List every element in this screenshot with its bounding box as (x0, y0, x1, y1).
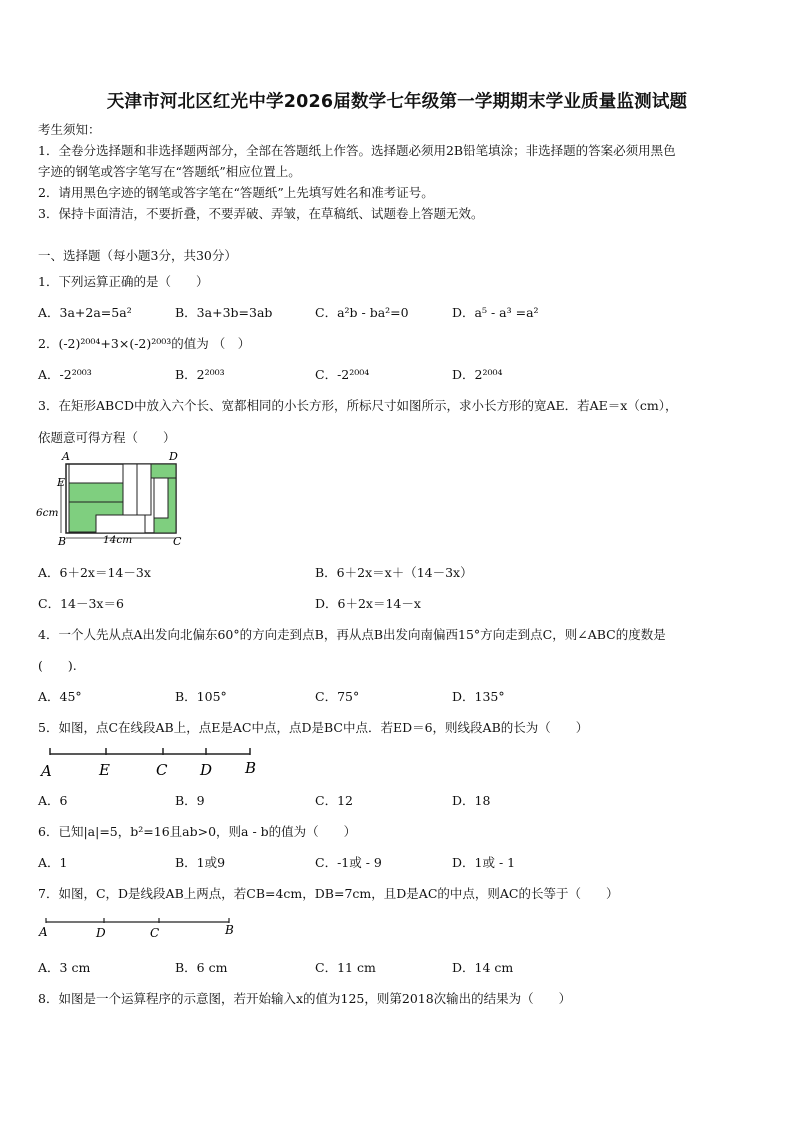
q4-option-d: D．135° (452, 689, 505, 704)
q3-option-c: C．14－3x＝6 (38, 596, 124, 611)
rectangle-figure (36, 448, 186, 548)
q5-option-d: D．18 (452, 793, 491, 808)
notice-item-1: 1．全卷分选择题和非选择题两部分，全部在答题纸上作答。选择题必须用2B铅笔填涂；非选择题的答案必须用黑色 (38, 143, 676, 158)
q7-label-d: D (96, 926, 106, 940)
notice-heading: 考生须知： (38, 122, 101, 137)
q5-label-b: B (245, 759, 257, 777)
q4-option-a: A．45° (38, 689, 82, 704)
question-4-stem: 4．一个人先从点A出发向北偏东60°的方向走到点B，再从点B出发向南偏西15°方向走到点C，则∠ABC的度数是 (38, 627, 666, 642)
question-5-stem: 5．如图，点C在线段AB上，点E是AC中点，点D是BC中点．若ED＝6，则线段AB的长为（ ） (38, 720, 589, 735)
segment-figure-q7 (36, 912, 246, 946)
label-width: 14cm (103, 534, 133, 546)
label-e: E (57, 476, 66, 489)
page-title: 天津市河北区红光中学2026届数学七年级第一学期期末学业质量监测试题 (106, 92, 688, 112)
q5-label-a: A (41, 762, 52, 780)
q3-option-d: D．6＋2x＝14－x (315, 596, 421, 611)
q2-option-b: B．2²⁰⁰³ (175, 367, 225, 382)
question-4-stem-cont: ( ). (38, 658, 77, 673)
q2-option-d: D．2²⁰⁰⁴ (452, 367, 503, 382)
label-d: D (169, 450, 178, 463)
q7-option-a: A．3 cm (38, 960, 91, 975)
q2-option-a: A．-2²⁰⁰³ (38, 367, 92, 382)
q7-option-c: C．11 cm (315, 960, 376, 975)
label-a: A (62, 450, 70, 463)
q2-option-c: C．-2²⁰⁰⁴ (315, 367, 370, 382)
segment-figure-q5 (36, 744, 266, 784)
q7-option-d: D．14 cm (452, 960, 514, 975)
notice-item-1-cont: 字迹的钢笔或答字笔写在“答题纸”相应位置上。 (38, 164, 301, 179)
label-height: 6cm (36, 507, 59, 519)
section-heading: 一、选择题（每小题3分，共30分） (38, 248, 237, 263)
q7-label-c: C (150, 926, 160, 940)
q7-option-b: B．6 cm (175, 960, 228, 975)
label-c: C (173, 535, 182, 548)
q3-option-b: B．6＋2x＝x＋（14－3x） (315, 565, 473, 580)
question-2-stem: 2．(-2)²⁰⁰⁴+3×(-2)²⁰⁰³的值为 （ ） (38, 336, 251, 351)
q1-option-b: B．3a+3b=3ab (175, 305, 273, 320)
q5-label-e: E (99, 761, 110, 779)
q4-option-c: C．75° (315, 689, 360, 704)
q5-label-c: C (156, 761, 168, 779)
q6-option-d: D．1或 - 1 (452, 855, 516, 870)
q5-option-a: A．6 (38, 793, 68, 808)
question-3-stem: 3．在矩形ABCD中放入六个长、宽都相同的小长方形，所标尺寸如图所示，求小长方形的宽AE．若AE＝x（cm）， (38, 398, 678, 413)
notice-item-2: 2．请用黑色字迹的钢笔或答字笔在“答题纸”上先填写姓名和准考证号。 (38, 185, 434, 200)
q5-label-d: D (200, 761, 213, 779)
q6-option-b: B．1或9 (175, 855, 226, 870)
q4-option-b: B．105° (175, 689, 227, 704)
q1-option-a: A．3a+2a=5a² (38, 305, 132, 320)
q5-option-b: B．9 (175, 793, 205, 808)
question-6-stem: 6．已知|a|=5，b²=16且ab>0，则a - b的值为（ ） (38, 824, 357, 839)
question-1-stem: 1．下列运算正确的是（ ） (38, 274, 209, 289)
q5-option-c: C．12 (315, 793, 353, 808)
q6-option-a: A．1 (38, 855, 68, 870)
label-b: B (58, 535, 67, 548)
notice-item-3: 3．保持卡面清洁，不要折叠，不要弄破、弄皱，在草稿纸、试题卷上答题无效。 (38, 206, 484, 221)
q7-label-a: A (39, 925, 48, 939)
q7-label-b: B (225, 923, 234, 937)
question-8-stem: 8．如图是一个运算程序的示意图，若开始输入x的值为125，则第2018次输出的结果为（ ） (38, 991, 572, 1006)
q3-option-a: A．6＋2x＝14－3x (38, 565, 151, 580)
question-3-stem-cont: 依题意可得方程（ ） (38, 430, 176, 445)
q1-option-d: D．a⁵ - a³ =a² (452, 305, 539, 320)
q6-option-c: C．-1或 - 9 (315, 855, 382, 870)
question-7-stem: 7．如图，C，D是线段AB上两点，若CB=4cm，DB=7cm，且D是AC的中点，则AC的长等于（ ） (38, 886, 619, 901)
q1-option-c: C．a²b - ba²=0 (315, 305, 409, 320)
